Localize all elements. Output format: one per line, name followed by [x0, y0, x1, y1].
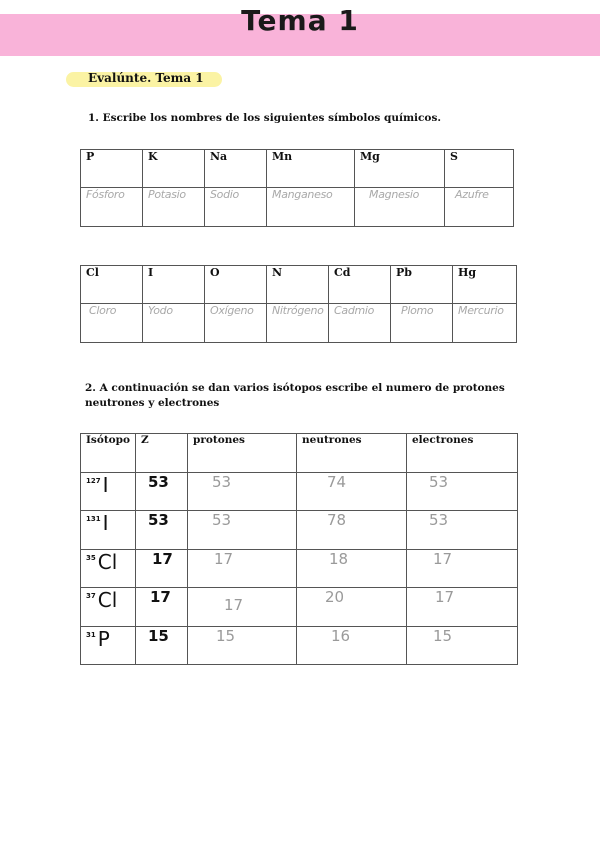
symbol-cell: Cd [329, 266, 391, 304]
protones-cell: 15 [188, 627, 297, 665]
column-header: neutrones [297, 434, 407, 473]
symbol-cell: I [143, 266, 205, 304]
symbol-cell: Na [205, 150, 267, 188]
page-title: Tema 1 [241, 4, 359, 37]
mass-number: 37 [86, 592, 96, 600]
answer-cell: Azufre [445, 188, 514, 227]
element-symbol: I [102, 511, 109, 535]
answer-cell: Oxígeno [205, 304, 267, 343]
isotope-cell [81, 588, 136, 627]
table-row [81, 550, 518, 588]
isotope-cell [81, 550, 136, 588]
symbol-cell: Cl [81, 266, 143, 304]
element-symbol: Cl [97, 588, 118, 612]
isotope-cell [81, 511, 136, 550]
symbol-cell: Hg [453, 266, 517, 304]
symbol-cell: O [205, 266, 267, 304]
column-header: protones [188, 434, 297, 473]
isotope-cell [81, 627, 136, 665]
mass-number: 131 [86, 515, 101, 523]
symbol-cell: Pb [391, 266, 453, 304]
answer-cell: Mercurio [453, 304, 517, 343]
atomic-number-cell: 17 [136, 588, 188, 627]
table-row [81, 511, 518, 550]
element-symbol: P [97, 627, 110, 651]
mass-number: 127 [86, 477, 101, 485]
neutrones-cell: 16 [297, 627, 407, 665]
neutrones-cell: 78 [297, 511, 407, 550]
atomic-number-cell: 17 [136, 550, 188, 588]
answer-cell: Nitrógeno [267, 304, 329, 343]
neutrones-cell: 74 [297, 473, 407, 511]
table-row [81, 627, 518, 665]
symbols-table-2 [80, 265, 517, 343]
mass-number: 35 [86, 554, 96, 562]
protones-cell: 53 [188, 511, 297, 550]
answer-cell: Potasio [143, 188, 205, 227]
protones-cell: 17 [188, 588, 297, 627]
symbol-cell: Mn [267, 150, 355, 188]
answer-cell: Sodio [205, 188, 267, 227]
answers-row [81, 188, 514, 227]
neutrones-cell: 18 [297, 550, 407, 588]
symbol-cell: S [445, 150, 514, 188]
atomic-number-cell: 15 [136, 627, 188, 665]
answer-cell: Magnesio [355, 188, 445, 227]
answers-row [81, 304, 517, 343]
symbols-table-1 [80, 149, 514, 227]
element-symbol: I [102, 473, 109, 497]
section-label: Evalúnte. Tema 1 [88, 71, 204, 85]
isotopes-header-row [81, 434, 518, 473]
isotope-cell [81, 473, 136, 511]
mass-number: 31 [86, 631, 96, 639]
table-row [81, 588, 518, 627]
electrones-cell: 15 [407, 627, 518, 665]
answer-cell: Cadmio [329, 304, 391, 343]
symbol-cell: Mg [355, 150, 445, 188]
answer-cell: Plomo [391, 304, 453, 343]
electrones-cell: 53 [407, 473, 518, 511]
question-2-prompt: 2. A continuación se dan varios isótopos escribe el numero de protones neutrones y electrones [85, 382, 505, 409]
electrones-cell: 17 [407, 550, 518, 588]
column-header: Isótopo [81, 434, 136, 473]
symbol-cell: N [267, 266, 329, 304]
column-header: electrones [407, 434, 518, 473]
symbols-row [81, 266, 517, 304]
electrones-cell: 17 [407, 588, 518, 627]
protones-cell: 17 [188, 550, 297, 588]
neutrones-cell: 20 [297, 588, 407, 627]
column-header: Z [136, 434, 188, 473]
table-row [81, 473, 518, 511]
atomic-number-cell: 53 [136, 473, 188, 511]
answer-cell: Manganeso [267, 188, 355, 227]
answer-cell: Fósforo [81, 188, 143, 227]
symbol-cell: K [143, 150, 205, 188]
isotopes-table [80, 433, 518, 665]
electrones-cell: 53 [407, 511, 518, 550]
symbol-cell: P [81, 150, 143, 188]
symbols-row [81, 150, 514, 188]
answer-cell: Cloro [81, 304, 143, 343]
element-symbol: Cl [97, 550, 118, 574]
question-1-prompt: 1. Escribe los nombres de los siguientes símbolos químicos. [88, 112, 442, 124]
protones-cell: 53 [188, 473, 297, 511]
atomic-number-cell: 53 [136, 511, 188, 550]
answer-cell: Yodo [143, 304, 205, 343]
